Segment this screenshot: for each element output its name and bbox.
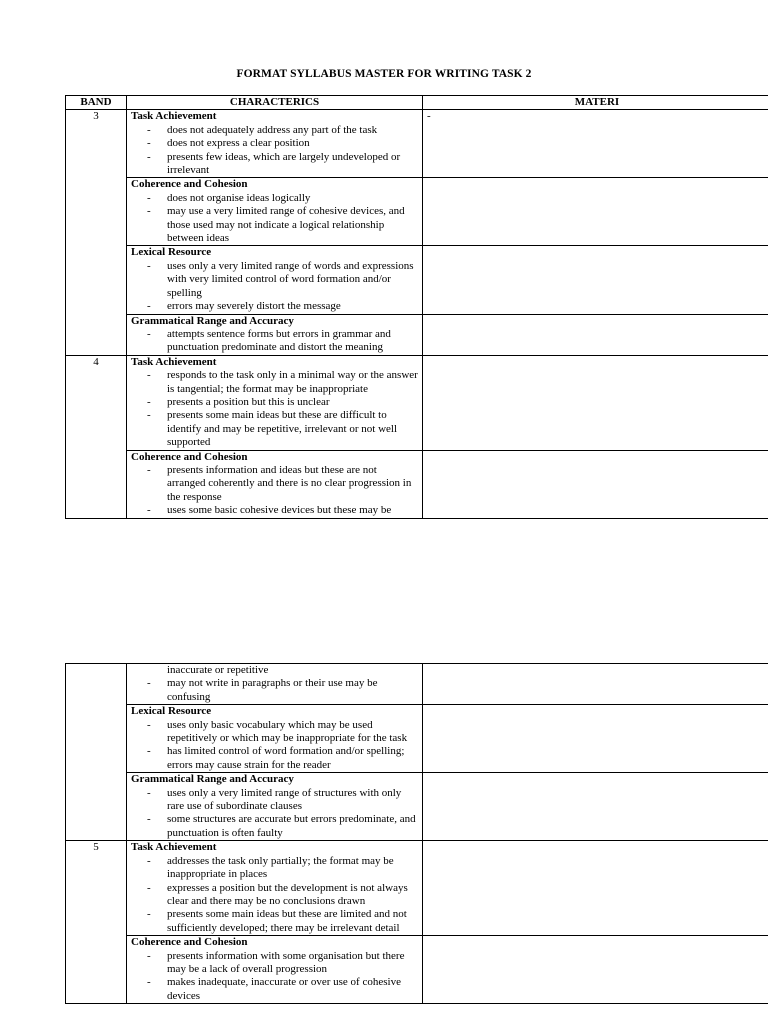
header-band: BAND (66, 96, 127, 110)
band-cell: 3 (66, 110, 127, 355)
materi-cell (423, 841, 768, 936)
band-cell (66, 664, 127, 841)
list-item: - presents a position but this is unclear (131, 396, 418, 409)
criterion-heading: Task Achievement (131, 110, 217, 123)
list-item: - presents information and ideas but these are not arranged coherently and there is no clear progression in the response (131, 464, 418, 504)
list-item-continuation: inaccurate or repetitive (167, 664, 269, 676)
list-item: - addresses the task only partially; the format may be inappropriate in places (131, 855, 418, 882)
header-characteristics: CHARACTERICS (127, 96, 423, 110)
points-list (131, 124, 418, 178)
materi-cell (423, 936, 768, 1004)
table-row (66, 664, 768, 705)
list-item: - some structures are accurate but errors predominate, and punctuation is often faulty (131, 813, 418, 840)
materi-cell (423, 705, 768, 773)
list-item: - uses only basic vocabulary which may be used repetitively or which may be inappropriate for the task (131, 719, 418, 746)
characteristics-cell (127, 936, 423, 1004)
criterion-heading: Task Achievement (131, 841, 217, 854)
points-list (131, 787, 418, 841)
characteristics-cell (127, 246, 423, 314)
criterion-heading: Task Achievement (131, 355, 217, 368)
criterion-heading: Grammatical Range and Accuracy (131, 314, 294, 327)
points-list (131, 719, 418, 773)
list-item: - presents few ideas, which are largely undeveloped or irrelevant (131, 151, 418, 178)
list-item: - has limited control of word formation and/or spelling; errors may cause strain for the reader (131, 745, 418, 772)
criterion-heading: Grammatical Range and Accuracy (131, 773, 294, 786)
syllabus-table-2 (65, 663, 768, 1004)
table-row (66, 450, 768, 518)
points-list (131, 260, 418, 314)
table-row (66, 355, 768, 450)
characteristics-cell (127, 841, 423, 936)
band-cell: 4 (66, 355, 127, 518)
points-list (131, 369, 418, 449)
materi-cell (423, 314, 768, 355)
materi-cell (423, 664, 768, 705)
materi-cell (423, 355, 768, 450)
table-row (66, 178, 768, 246)
characteristics-cell (127, 705, 423, 773)
characteristics-cell (127, 355, 423, 450)
table-row (66, 246, 768, 314)
materi-cell: - (423, 110, 768, 178)
list-item: - presents information with some organisation but there may be a lack of overall progression (131, 950, 418, 977)
table-row (66, 705, 768, 773)
materi-cell (423, 178, 768, 246)
list-item: - does not express a clear position (131, 137, 418, 150)
points-list (131, 328, 418, 355)
list-item: - errors may severely distort the message (131, 300, 418, 313)
list-item: - may use a very limited range of cohesive devices, and those used may not indicate a logical relationship between ideas (131, 205, 418, 245)
materi-cell (423, 246, 768, 314)
syllabus-table-1 (65, 95, 768, 519)
list-item: - presents some main ideas but these are limited and not sufficiently developed; there may be irrelevant detail (131, 908, 418, 935)
points-list (131, 855, 418, 935)
points-list (131, 664, 418, 704)
list-item: - does not adequately address any part of the task (131, 124, 418, 137)
points-list (131, 950, 418, 1004)
header-materi: MATERI (423, 96, 768, 110)
list-item: - uses only a very limited range of words and expressions with very limited control of word formation and/or spelling (131, 260, 418, 300)
table-row (66, 841, 768, 936)
list-item: - expresses a position but the development is not always clear and there may be no conclusions drawn (131, 882, 418, 909)
points-list (131, 464, 418, 518)
characteristics-cell (127, 314, 423, 355)
characteristics-cell (127, 110, 423, 178)
points-list (131, 192, 418, 246)
page-title: FORMAT SYLLABUS MASTER FOR WRITING TASK 2 (236, 68, 532, 80)
list-item: - makes inadequate, inaccurate or over use of cohesive devices (131, 976, 418, 1003)
table-row (66, 936, 768, 1004)
criterion-heading: Coherence and Cohesion (131, 936, 248, 949)
materi-cell (423, 450, 768, 518)
characteristics-cell (127, 178, 423, 246)
list-item: - presents some main ideas but these are difficult to identify and may be repetitive, irrelevant or not well supported (131, 409, 418, 449)
band-cell: 5 (66, 841, 127, 1004)
table-row (66, 773, 768, 841)
table-header-row (66, 96, 768, 110)
criterion-heading: Coherence and Cohesion (131, 178, 248, 191)
characteristics-cell (127, 664, 423, 705)
list-item: - responds to the task only in a minimal way or the answer is tangential; the format may be inappropriate (131, 369, 418, 396)
criterion-heading: Coherence and Cohesion (131, 450, 248, 463)
criterion-heading: Lexical Resource (131, 705, 212, 718)
list-item: - uses only a very limited range of structures with only rare use of subordinate clauses (131, 787, 418, 814)
list-item: - attempts sentence forms but errors in grammar and punctuation predominate and distort the meaning (131, 328, 418, 355)
criterion-heading: Lexical Resource (131, 246, 212, 259)
table-row (66, 314, 768, 355)
list-item: - uses some basic cohesive devices but these may be (131, 504, 418, 517)
table-row (66, 110, 768, 178)
characteristics-cell (127, 450, 423, 518)
characteristics-cell (127, 773, 423, 841)
list-item: - may not write in paragraphs or their use may be confusing (131, 677, 418, 704)
materi-cell (423, 773, 768, 841)
list-item: - does not organise ideas logically (131, 192, 418, 205)
